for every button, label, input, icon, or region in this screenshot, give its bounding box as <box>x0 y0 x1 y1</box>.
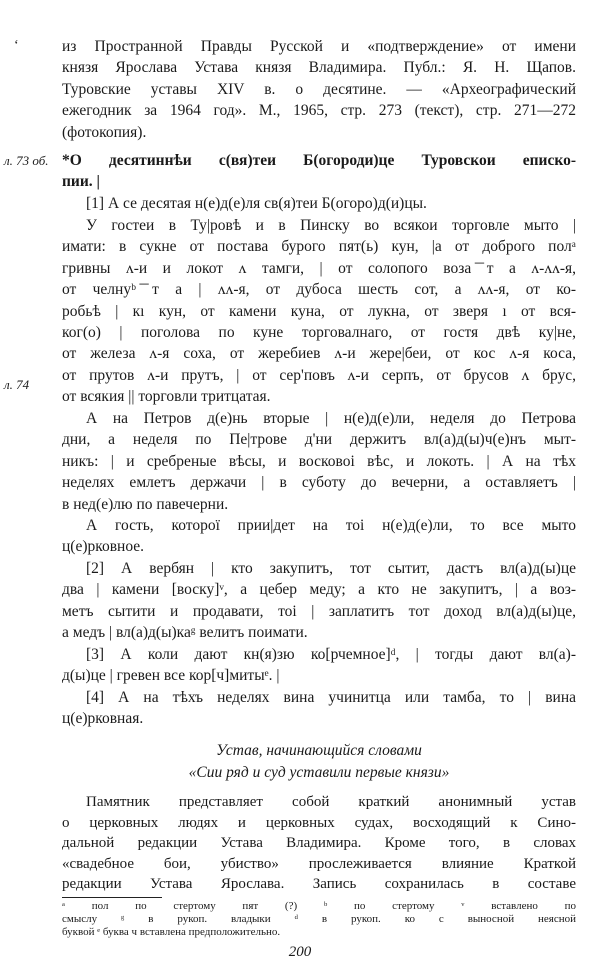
paragraph-line: [3] А коли дают кн(я)зю ко[рчемное]ᵈ, | тогды дают вл(а)- <box>86 646 576 663</box>
heading-line: пии. | <box>62 173 100 191</box>
paragraph-line: ког(о) | поголова по куне торговалнаго, от гостя двѣ ку|не, <box>62 324 576 342</box>
paragraph-5 <box>62 558 576 644</box>
intro-line: (фотокопия). <box>62 123 147 141</box>
paragraph-line: от всякия || торговли тритцатая. <box>62 388 271 406</box>
footnote-rule <box>62 897 162 898</box>
paragraph-line: никъ: | и сребреные вѣсы, и восковоі вѣс, и локоть. | А на тѣх <box>62 452 576 470</box>
footnote-line: буквой ᵉ буква ч вставлена предположительно. <box>62 926 281 938</box>
section-title-line: «Сии ряд и суд уставили первые князи» <box>188 763 450 781</box>
footnote-line: ᵃ пол по стертому пят (?) ᵇ по стертому ᵛ вставлено по <box>62 900 576 912</box>
paragraph-line: от челнуᵇ ͞т а | ʌʌ-я, от дубоса шесть сот, а ʌʌ-я, от ко- <box>62 281 576 299</box>
paragraph-line: от прутов ʌ-и прутъ, | от сер'повъ ʌ-и серпъ, от брусов ʌ брус, <box>62 366 576 384</box>
paragraph-line: д(ы)це | гревен все кор[ч]митыᵉ. | <box>62 667 280 685</box>
footnotes <box>62 900 576 939</box>
paragraph-line: в нед(е)лю по павечерни. <box>62 495 229 513</box>
paragraph-line: имати: в сукне от постава бурого пят(ь) кун, |а от доброго полᵃ <box>62 238 576 256</box>
paragraph-line: от железа ʌ-я соха, от жеребиев ʌ-и жере|беи, от кос ʌ-я коса, <box>62 345 576 363</box>
body-line: редакции Устава Ярослава. Запись сохранилась в составе <box>62 876 576 892</box>
margin-note-folio-74: л. 74 <box>4 377 30 392</box>
paragraph-line: А на Петров д(е)нь вторые | н(е)д(е)ли, неделя до Петрова <box>86 410 576 427</box>
paragraph-line: робьѣ | кı кун, от камени куна, от лукна, от зверя ı от вся- <box>62 302 576 320</box>
paragraph-line: ц(е)рковная. <box>62 710 144 728</box>
section-title-line: Устав, начинающийся словами <box>216 742 422 759</box>
body-line: дальной редакции Устава Владимира. Кроме того, в словах <box>62 835 576 851</box>
body-paragraph <box>62 792 576 895</box>
paragraph-line: гривны ʌ-и и локот ʌ тамги, | от солопого воза ͞т а ʌ-ʌʌ-я, <box>62 259 576 277</box>
intro-line: ежегодник за 1964 год». М., 1965, стр. 273 (текст), стр. 271—272 <box>62 102 576 120</box>
body-line: «свадебное бои, убиство» прослеживается влияние Краткой <box>62 855 576 872</box>
body-line: Памятник представляет собой краткий анонимный устав <box>86 794 576 810</box>
paragraph-line: А гость, которої прии|дет на тоі н(е)д(е)ли, то все мыто <box>86 517 576 534</box>
paragraph-2 <box>62 215 576 408</box>
intro-paragraph <box>62 36 576 143</box>
intro-line: князя Ярослава Устава князя Владимира. Публ.: Я. Н. Щапов. <box>62 59 576 77</box>
body-line: о церковных людях и церковных судах, восходящий к Сино- <box>62 814 576 831</box>
corner-mark: ‘ <box>14 38 19 53</box>
intro-line: Туровские уставы XIV в. о десятине. — «Археографический <box>62 80 576 98</box>
paragraph-line: метъ сытити и продавати, тоі | заплатитъ тот доход вл(а)д(ы)це, <box>62 602 576 620</box>
footnote-line: смыслу ᵍ в рукоп. владыки ᵈ в рукоп. ко с выносной неясной <box>62 913 576 925</box>
paragraph-line: дни, а неделя по Пе|трове д'ни держитъ вл(а)д(ы)ч(е)нъ мыт- <box>62 431 576 449</box>
paragraph-6 <box>62 644 576 687</box>
intro-line: из Пространной Правды Русской и «подтверждение» от имени <box>62 38 576 55</box>
paragraph-4 <box>62 515 576 558</box>
paragraph-7 <box>62 687 576 730</box>
paragraph-line: два | камени [воску]ᵛ, а цебер меду; а кто не закупитъ, | а воз- <box>62 581 576 599</box>
paragraph-line: а медъ | вл(а)д(ы)каᵍ велитъ поимати. <box>62 624 308 642</box>
paragraph-line: [2] А вербян | кто закупитъ, тот сытит, дастъ вл(а)д(ы)це <box>86 560 576 577</box>
charter-heading <box>62 150 576 193</box>
paragraph-line: ц(е)рковное. <box>62 538 145 556</box>
heading-line: *О десятиннѣи с(вя)теи Б(огороди)це Туровскои еписко- <box>62 152 576 169</box>
paragraph-3 <box>62 408 576 515</box>
section-title <box>62 740 576 783</box>
page-number: 200 <box>288 944 312 960</box>
paragraph-1: [1] А се десятая н(е)д(е)ля св(я)теи Б(огоро)д(и)цы. <box>86 195 427 212</box>
paragraph-line: неделях емлетъ держачи | в суботу до вечерни, а оставляетъ | <box>62 474 576 492</box>
margin-note-folio-73: л. 73 об. <box>4 153 49 168</box>
paragraph-line: У гостеи в Ту|ровѣ и в Пинску во всякои торговле мыто | <box>86 217 576 234</box>
paragraph-line: [4] А на тѣхъ неделях вина учинитца или тамба, то | вина <box>86 689 576 706</box>
